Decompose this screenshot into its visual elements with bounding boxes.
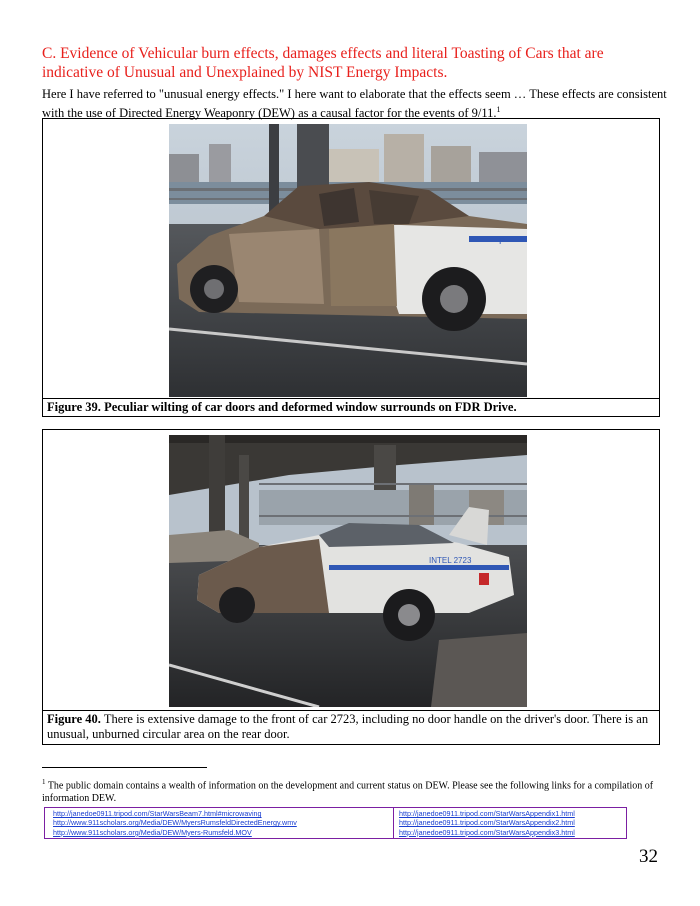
figure-39-text: Peculiar wilting of car doors and deformed window surrounds on FDR Drive. [100, 400, 517, 414]
links-divider [393, 808, 394, 838]
footnote [42, 776, 660, 805]
link-appendix1[interactable]: http://janedoe0911.tripod.com/StarWarsAppendix1.html [399, 809, 575, 818]
link-starwarsbeam7[interactable]: http://janedoe0911.tripod.com/StarWarsBeam7.html#microwaving [53, 809, 262, 818]
figure-40-caption [43, 710, 659, 744]
intro-text: Here I have referred to "unusual energy effects." I here want to elaborate that the effects seem … These effects are consistent with the use of Directed Energy Weaponry (DEW) as a causal factor for the events of 9/11. [42, 87, 667, 121]
link-myers-rumsfeld-wmv[interactable]: http://www.911scholars.org/Media/DEW/MyersRumsfeldDirectedEnergy.wmv [53, 818, 297, 828]
footnote-text: The public domain contains a wealth of information on the development and current status on DEW. Please see the following links for a compilation of information DEW. [42, 780, 654, 805]
intro-paragraph [42, 87, 667, 121]
figure-39-caption [43, 398, 659, 416]
footnote-rule [42, 767, 207, 768]
page-number: 32 [639, 846, 658, 867]
footnote-marker: 1 [42, 778, 46, 786]
link-myers-rumsfeld-mov[interactable]: http://www.911scholars.org/Media/DEW/Myers-Rumsfeld.MOV [53, 827, 252, 837]
car-door-text: P [499, 236, 506, 246]
figure-39-label: Figure 39. [47, 400, 101, 414]
figure-39-photo [169, 124, 527, 397]
links-left-column [53, 809, 297, 837]
car-number-text: INTEL 2723 [429, 556, 472, 565]
figure-40-text: There is extensive damage to the front of car 2723, including no door handle on the driver's door. There is an unusual, unburned circular area on the rear door. [47, 712, 649, 741]
figure-40-box [42, 429, 660, 745]
figure-40-photo [169, 435, 527, 707]
figure-39-box [42, 118, 660, 417]
footnote-reference: 1 [496, 105, 501, 114]
links-table [44, 807, 627, 839]
burned-car-2723-photo [169, 435, 527, 707]
links-right-column [399, 809, 575, 837]
link-appendix3[interactable]: http://janedoe0911.tripod.com/StarWarsAppendix3.html [399, 827, 575, 837]
figure-40-label: Figure 40. [47, 712, 101, 726]
link-appendix2[interactable]: http://janedoe0911.tripod.com/StarWarsAppendix2.html [399, 818, 575, 828]
section-heading: C. Evidence of Vehicular burn effects, damages effects and literal Toasting of Cars that are indicative of Unusual and Unexplained by NIST Energy Impacts. [42, 45, 604, 81]
burned-police-car-photo [169, 124, 527, 397]
